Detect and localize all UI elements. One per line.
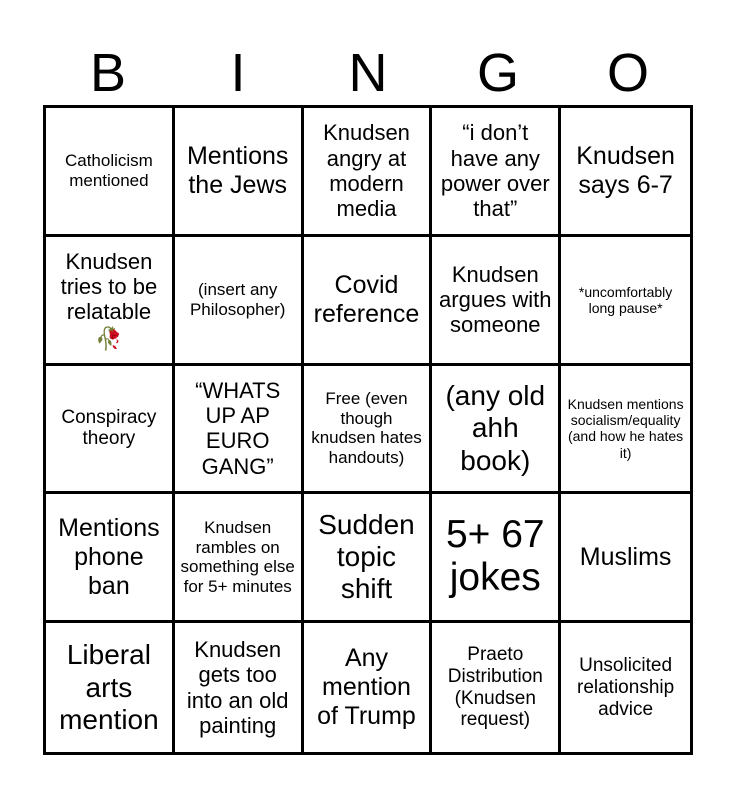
bingo-cell-r5-c5[interactable] <box>561 623 690 752</box>
bingo-cell-text: Mentions the Jews <box>186 142 289 199</box>
bingo-cell-r2-c4[interactable] <box>432 237 561 366</box>
bingo-cell-r2-c3[interactable] <box>304 237 433 366</box>
bingo-cell-r5-c4[interactable] <box>432 623 561 752</box>
bingo-cell-text: 5+ 67 jokes <box>445 513 545 600</box>
bingo-cell-text: Knudsen angry at modern media <box>323 120 410 222</box>
header-letter-o: O <box>606 43 649 103</box>
bingo-cell-r3-c1[interactable] <box>46 366 175 495</box>
header-letter-i: I <box>230 43 246 103</box>
bingo-cell-r1-c4[interactable] <box>432 108 561 237</box>
bingo-cell-text: Unsolicited relationship advice <box>577 654 675 720</box>
bingo-cell-text: Muslims <box>579 542 672 571</box>
bingo-cell-text: Knudsen argues with someone <box>439 261 552 338</box>
bingo-cell-text: Any mention of Trump <box>317 644 416 730</box>
bingo-cell-text: Praeto Distribution (Knudsen request) <box>447 643 543 731</box>
bingo-cell-r2-c5[interactable] <box>561 237 690 366</box>
header-letter-b: B <box>89 43 127 103</box>
bingo-cell-r5-c3[interactable] <box>304 623 433 752</box>
bingo-cell-r3-c2[interactable] <box>175 366 304 495</box>
header-letter-g: G <box>476 43 519 103</box>
header-letter-n: N <box>348 43 388 103</box>
bingo-cell-text: Knudsen rambles on something else for 5+ minutes <box>180 518 295 596</box>
bingo-cell-r3-c5[interactable] <box>561 366 690 495</box>
bingo-cell-text: *uncomfortably long pause* <box>578 283 673 316</box>
bingo-cell-r4-c3[interactable] <box>304 494 433 623</box>
bingo-cell-text: Covid reference <box>313 270 420 328</box>
bingo-cell-text: “i don’t have any power over that” <box>440 120 550 222</box>
bingo-cell-r1-c1[interactable] <box>46 108 175 237</box>
bingo-cell-text: Liberal arts mention <box>59 639 159 735</box>
bingo-cell-r4-c1[interactable] <box>46 494 175 623</box>
bingo-cell-text: Sudden topic shift <box>318 509 415 605</box>
bingo-cell-r1-c3[interactable] <box>304 108 433 237</box>
bingo-cell-r3-c4[interactable] <box>432 366 561 495</box>
bingo-cell-r1-c2[interactable] <box>175 108 304 237</box>
bingo-cell-text: Knudsen says 6-7 <box>576 142 675 199</box>
bingo-board <box>43 105 693 755</box>
bingo-cell-r4-c2[interactable] <box>175 494 304 623</box>
bingo-cell-r5-c1[interactable] <box>46 623 175 752</box>
bingo-cell-r1-c5[interactable] <box>561 108 690 237</box>
bingo-cell-text: “WHATS UP AP EURO GANG” <box>195 377 281 479</box>
bingo-cell-text: Knudsen mentions socialism/equality (and how he hates it) <box>567 396 684 461</box>
bingo-cell-r3-c3[interactable] <box>304 366 433 495</box>
bingo-cell-r5-c2[interactable] <box>175 623 304 752</box>
bingo-cell-text: Catholicism mentioned <box>64 151 153 190</box>
bingo-cell-text: Knudsen tries to be relatable <box>60 248 158 325</box>
bingo-cell-text: (insert any Philosopher) <box>189 280 286 319</box>
wilted-rose-icon: 🥀 <box>95 325 123 351</box>
bingo-cell-text: (any old ahh book) <box>445 380 546 476</box>
bingo-cell-text: Knudsen gets too into an old painting <box>186 637 289 738</box>
bingo-cell-text: Mentions phone ban <box>58 514 160 600</box>
bingo-cell-text: Conspiracy theory <box>61 406 157 450</box>
bingo-cell-r2-c2[interactable] <box>175 237 304 366</box>
bingo-cell-text: Free (even though knudsen hates handouts) <box>311 389 422 468</box>
bingo-cell-r2-c1[interactable] <box>46 237 175 366</box>
bingo-cell-r4-c4[interactable] <box>432 494 561 623</box>
bingo-cell-r4-c5[interactable] <box>561 494 690 623</box>
bingo-header <box>43 40 693 106</box>
